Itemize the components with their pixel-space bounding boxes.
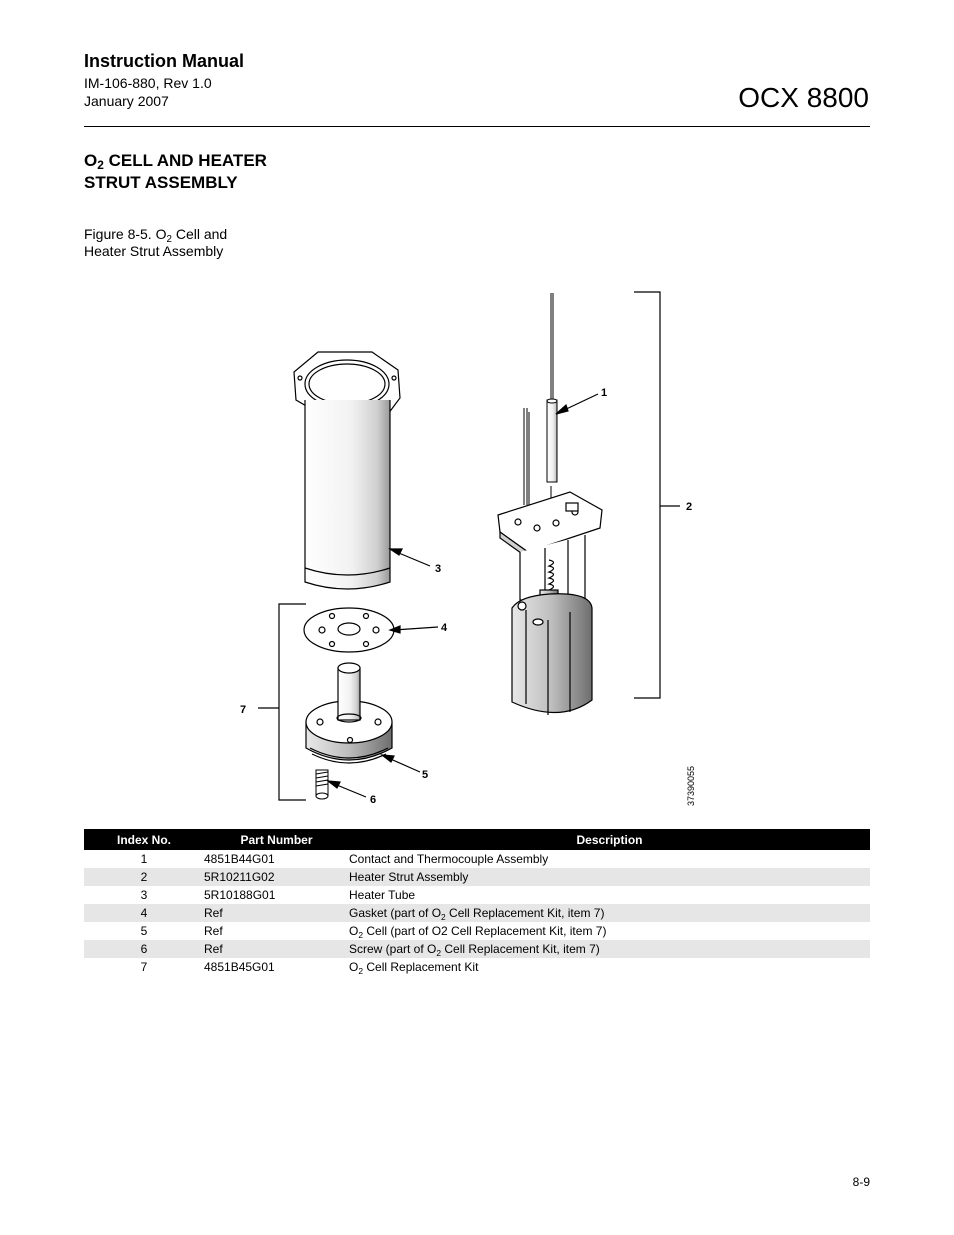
row-description <box>349 958 870 976</box>
row-part-number: 4851B45G01 <box>204 960 275 974</box>
screw <box>316 770 328 799</box>
row-description <box>349 940 870 958</box>
row-index: 7 <box>140 960 148 974</box>
heading-subscript: 2 <box>97 158 104 172</box>
row-index: 1 <box>140 852 148 866</box>
heading-line2: STRUT ASSEMBLY <box>84 173 238 192</box>
table-row <box>84 922 870 940</box>
heading-line1-rest: CELL AND HEATER <box>103 151 267 170</box>
table-row <box>84 886 870 904</box>
caption-prefix: Figure 8-5. O <box>84 226 167 242</box>
manual-title: Instruction Manual <box>84 51 245 71</box>
header-description: Description <box>349 829 870 850</box>
contact-thermocouple <box>524 293 557 505</box>
page-number: 8-9 <box>852 1175 870 1189</box>
desc-text: Cell (part of O2 Cell Replacement Kit, item 7) <box>363 924 607 938</box>
desc-text: Cell Replacement Kit, item 7) <box>445 906 605 920</box>
table-row <box>84 958 870 976</box>
desc-text: Cell Replacement Kit, item 7) <box>441 942 600 956</box>
header-index: Index No. <box>84 829 204 850</box>
callout-6: 6 <box>370 794 377 806</box>
row-description <box>349 886 870 904</box>
row-index: 5 <box>140 924 148 938</box>
row-description <box>349 922 870 940</box>
o2-cell <box>306 663 392 763</box>
callout-5: 5 <box>422 769 429 781</box>
desc-text: O <box>349 960 359 974</box>
document-date: January 2007 <box>84 93 169 109</box>
header-part-number: Part Number <box>204 829 349 850</box>
row-index: 3 <box>140 888 148 902</box>
caption-subscript: 2 <box>166 234 172 245</box>
desc-text: Screw (part of O <box>349 942 437 956</box>
callout-7: 7 <box>240 704 247 716</box>
row-description <box>349 904 870 922</box>
gasket <box>304 608 394 652</box>
callout-3: 3 <box>435 563 442 575</box>
caption-rest: Cell and <box>171 226 228 242</box>
desc-text: Heater Strut Assembly <box>349 870 469 884</box>
drawing-number: 37390055 <box>686 765 696 806</box>
desc-text: Gasket (part of O <box>349 906 442 920</box>
heater-strut <box>498 492 602 715</box>
parts-list-table <box>84 829 870 976</box>
heater-tube <box>294 352 400 589</box>
row-part-number: Ref <box>204 904 349 922</box>
heading-prefix: O <box>84 151 98 170</box>
row-index: 6 <box>84 940 204 958</box>
callout-4: 4 <box>441 622 448 634</box>
row-part-number: 5R10188G01 <box>204 888 276 902</box>
row-index: 4 <box>84 904 204 922</box>
row-part-number: 4851B44G01 <box>204 852 275 866</box>
exploded-assembly-drawing <box>0 280 954 820</box>
row-index: 2 <box>84 868 204 886</box>
document-number: IM-106-880, Rev 1.0 <box>84 75 212 91</box>
row-description <box>349 850 870 868</box>
row-description <box>349 868 870 886</box>
header-divider <box>84 126 870 127</box>
table-row <box>84 904 870 922</box>
table-row <box>84 868 870 886</box>
desc-text: Contact and Thermocouple Assembly <box>349 852 549 866</box>
desc-text: O <box>349 924 359 938</box>
table-header-row <box>84 829 870 850</box>
desc-subscript: 2 <box>358 930 364 940</box>
caption-line2: Heater Strut Assembly <box>84 243 224 259</box>
callout-2: 2 <box>686 501 693 513</box>
callout-1: 1 <box>601 387 608 399</box>
row-part-number: 5R10211G02 <box>204 868 349 886</box>
section-heading <box>84 150 267 194</box>
table-row <box>84 850 870 868</box>
table-row <box>84 940 870 958</box>
desc-subscript: 2 <box>441 912 446 922</box>
desc-text: Heater Tube <box>349 888 416 902</box>
product-name: OCX 8800 <box>738 82 869 113</box>
desc-subscript: 2 <box>358 966 364 976</box>
figure-caption <box>84 226 227 260</box>
desc-subscript: 2 <box>436 948 442 958</box>
row-part-number: Ref <box>204 924 223 938</box>
desc-text: Cell Replacement Kit <box>363 960 479 974</box>
row-part-number: Ref <box>204 940 349 958</box>
